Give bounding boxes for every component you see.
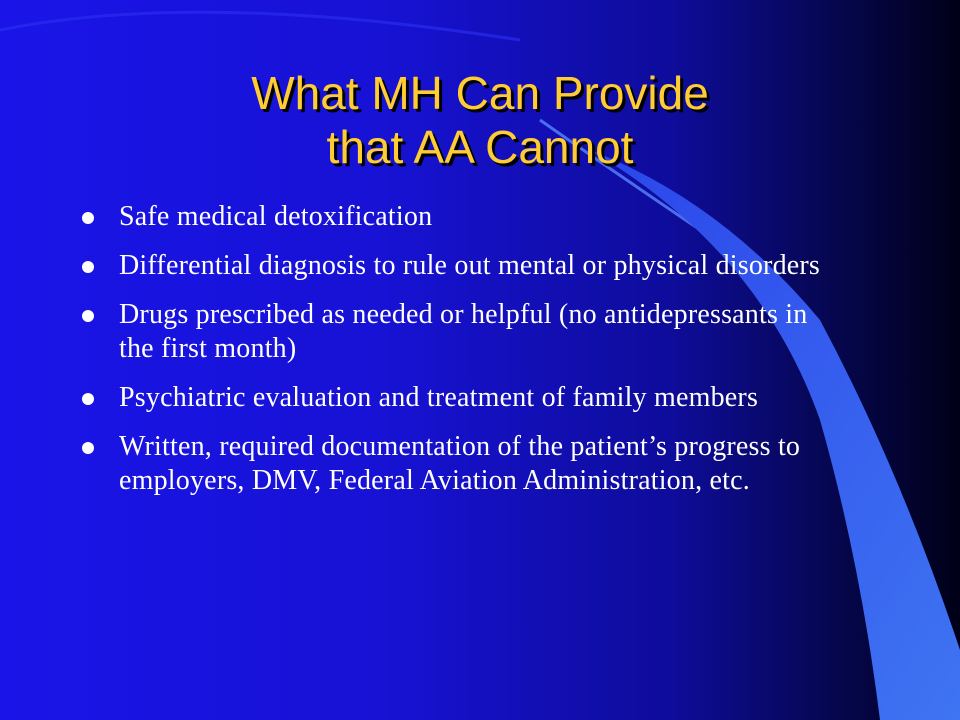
bullet-item: [82, 200, 822, 234]
bullet-dot-icon: [82, 261, 94, 273]
bullet-dot-icon: [82, 393, 94, 405]
bullet-text: Psychiatric evaluation and treatment of family members: [119, 382, 759, 413]
bullet-dot-icon: [82, 442, 94, 454]
bullet-list: [82, 200, 822, 513]
bullet-text: Differential diagnosis to rule out mental or physical disorders: [119, 250, 821, 281]
bullet-dot-icon: [82, 212, 94, 224]
bullet-item: [82, 430, 822, 498]
bullet-text: Written, required documentation of the patient’s progress to employers, DMV, Federal Aviation Administration, etc.: [119, 431, 801, 496]
bullet-item: [82, 298, 822, 366]
bullet-item: [82, 381, 822, 415]
bullet-text: Safe medical detoxification: [119, 201, 433, 232]
title-line-2: that AA Cannot: [326, 121, 634, 173]
bullet-item: [82, 249, 822, 283]
slide-title: [90, 66, 870, 174]
bullet-dot-icon: [82, 310, 94, 322]
arc-line: [0, 12, 520, 40]
title-line-1: What MH Can Provide: [251, 67, 709, 119]
bullet-text: Drugs prescribed as needed or helpful (no antidepressants in the first month): [119, 299, 808, 364]
